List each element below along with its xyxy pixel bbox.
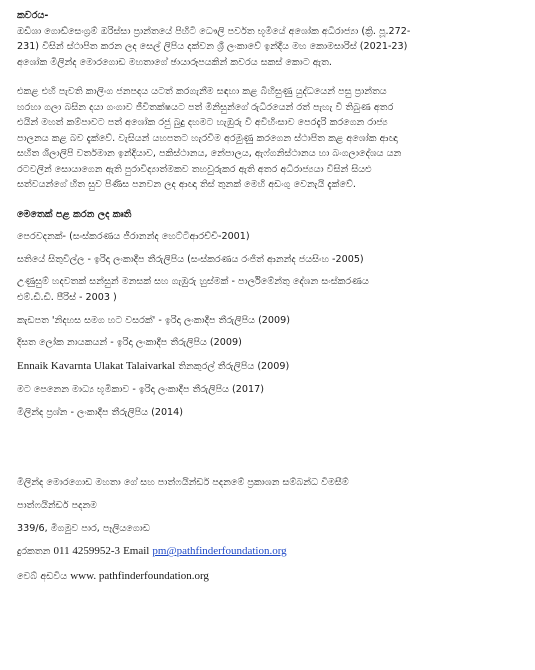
history-line: පාලනය කළ බව දැක්වේ. වැසියන් යහපතට හැරවීම අරමුණු කරගෙන ස්ථාපිත කළ අශෝක ආඥා	[17, 132, 398, 144]
history-line: රටවලින් සොයාගෙන ඇති පුරාවිද්‍යාත්මකව තහවුරුකර ඇති අතර අධිරාජ්‍යයා විසින් සියළු	[17, 163, 372, 175]
contact-org: පාත්ෆයින්ඩර් පදනම	[17, 499, 98, 511]
cover-heading: කවරය-	[17, 10, 49, 21]
history-line: හරහා ගලා බසින දයා ගංගාව ජීවිතක්ෂයට පත් මිනිසුන්ගේ රුධිරයෙන් රත් පැහැ වී තිබුණ අතර	[17, 101, 394, 113]
history-line: එයින් මහත් කම්පාවට පත් අශෝක රජු බුදු දහමට හැඹුරු වී අවිහිංසාව පෙරදැරි කරගෙන රාජ්‍ය	[17, 117, 388, 129]
list-item: දිසත ලෝක නායකයන් - ඉරිදා ලංකාදීප තීරුලිපිය (2009)	[17, 337, 242, 349]
web-address: www. pathfinderfoundation.org	[70, 569, 209, 582]
list-item: මට පෙනෙන මාධ්‍ය භූමිකාව - ඉරිදා ලංකාදීප තීරුලිපිය (2017)	[17, 384, 264, 396]
phone-number: 011 4259952-3	[53, 545, 121, 558]
web-label: වෙබ් අඩවිය	[17, 570, 68, 582]
list-item: පෙරවදනක්- (සංස්කරණය ජීරානන්ද හෙට්ටිආරච්චි-2001)	[17, 231, 250, 243]
history-line: එකළ එහි පැවති කාලිංග ජනපදය යටත් කරගැනීම සඳහා කළ බිහිසුණු යුද්ධයෙන් පසු ප්‍රාන්තය	[17, 86, 387, 98]
phone-label: දුරකතන	[17, 546, 51, 558]
list-item: කැඩපත 'නිදහස සමග හට වසරක්' - ඉරිදා ලංකාදීප තීරුලිපිය (2009)	[17, 314, 290, 326]
cover-line: 231) විසින් ස්ථාපිත කරන ලද සෙල් ලිපිය දක්වන ශ්‍රී ලංකාවේ ඉන්දීය මහ කොමසාරිස් (2021-23)	[17, 41, 408, 53]
history-line: සත්වයන්ගේ හිත සුව පිණිස පනවන ලද ආඥා තිස් තුනක් මෙහි අඩංගු වෙනැයි දැක්වේ.	[17, 179, 356, 191]
list-item-latin-title: Ennaik Kavarnta Ulakat Talaivarkal	[17, 359, 176, 372]
list-item: මිලින්ද ප්‍රශ්න - ලංකාදීප තීරුලිපිය (2014)	[17, 406, 184, 418]
cover-line: අශෝක මිලින්ද මොරගොඩ මහතාගේ ඡායාරූපයකින් කවරය සකස් කොට ඇත.	[17, 56, 332, 68]
contact-block	[17, 475, 519, 585]
works-heading: මෙතෙක් පළ කරන ලද කෘති	[17, 208, 132, 220]
history-line: සහිත ශිලාලිපි වර්තමාන ඉන්දියාව, පකිස්ථානය, නේපාලය, ඇෆ්ගනිස්ථානය හා බංගලාදේශය යන	[17, 148, 402, 160]
cover-line: ඔඩිශා ගොඩ්සෙංග්‍රම් ඔරිස්සා ප්‍රාන්තයේ පිහිටි ධෞලි පර්වත භූමියේ අශෝක අධිරාජ්‍යා (ක්‍රි. පූ.272-	[17, 25, 411, 37]
list-item: සතියේ සිතුවිල්ල - ඉරිදා ලංකාදීප තීරුලිපිය (සංස්කරණය රංජිත් ආනන්ද ජයසිංහ -2005)	[17, 253, 364, 265]
list-item-suffix: තිනකුරල් තීරුලිපිය (2009)	[175, 360, 290, 372]
contact-web-row	[17, 568, 519, 586]
contact-address: 339/6, මීගමුව පාර, පෑලියගොඩ	[17, 522, 150, 534]
list-item	[17, 274, 519, 305]
works-list	[17, 229, 519, 420]
list-item-line: එම්.ඩී.ඩී. පීරිස් - 2003 )	[17, 291, 117, 303]
list-item	[17, 358, 519, 376]
history-paragraph	[17, 84, 519, 193]
list-item-line: උණුසුම් හදවතක් සන්සුන් මනසක් සහ ගැඹුරු හුස්මක් - පාර්ලිමේන්තු දේශන සංස්කරණය	[17, 276, 369, 288]
contact-phone-row	[17, 543, 519, 561]
contact-note: මිලින්ද මොරගොඩ මහතා ගේ සහ පාත්ෆයින්ඩර් පදනමේ ප්‍රකාශන සම්බන්ධ විමසීම්	[17, 477, 349, 489]
email-link[interactable]: pm@pathfinderfoundation.org	[152, 545, 287, 558]
email-label: Email	[123, 545, 150, 558]
cover-description	[17, 24, 519, 71]
